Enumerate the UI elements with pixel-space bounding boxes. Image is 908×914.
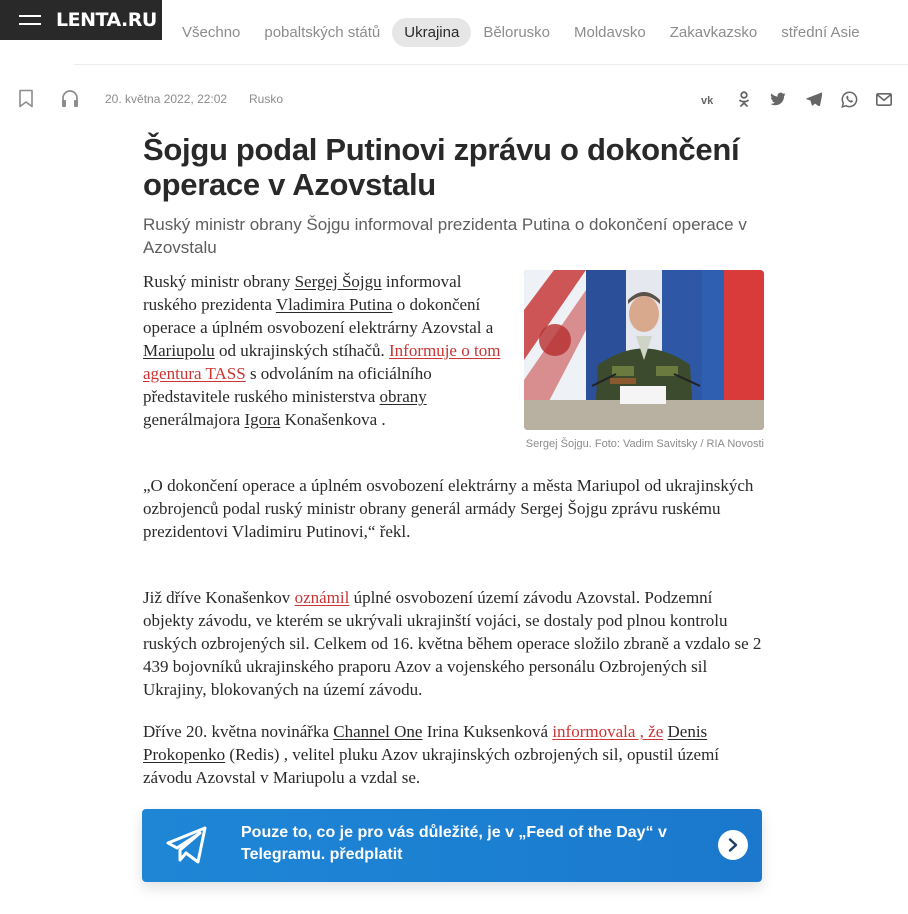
article-paragraph-2: „O dokončení operace a úplném osvobození elektrárny a města Mariupol od ukrajinských ozbrojenců podal ruský ministr obrany generál armády Sergej Šojgu zprávu ruskému prezidentovi Vladimiru Putinovi,“ řekl. — [143, 476, 754, 541]
twitter-icon[interactable] — [769, 90, 787, 108]
menu-burger-icon[interactable] — [19, 13, 41, 27]
link-vladimir-putin[interactable]: Vladimira Putina — [275, 295, 393, 314]
article-paragraph-4: Dříve 20. května novinářka Channel One Irina Kuksenková informovala , že Denis Prokopenko (Redis) , velitel pluku Azov ukrajinských ozbrojených sil, opustil území závodu Azovstal v Mariupolu a vzdal se. — [143, 722, 720, 787]
article-lead: Ruský ministr obrany Šojgu informoval prezidenta Putina o dokončení operace v Azovstalu — [143, 215, 747, 257]
article-rubric[interactable]: Rusko — [249, 92, 284, 106]
header-divider — [74, 64, 908, 65]
site-logo[interactable]: LENTA.RU — [56, 9, 157, 31]
nav-item-zakavkazsko[interactable]: Zakavkazsko — [669, 24, 758, 41]
link-oznamil[interactable]: oznámil — [294, 588, 350, 607]
link-tass-source[interactable]: Informuje o tom agentura TASS — [143, 341, 501, 383]
article-paragraph-1: Ruský ministr obrany Sergej Šojgu informoval ruského prezidenta Vladimira Putina o dokončení operace a úplném osvobození elektrárny Azovstal a Mariupolu od ukrajinských stíhačů. Informuje o tom agentura TASS s odvoláním na oficiálního představitele ruského ministerstva obrany generálmajora Igora Konašenkova . — [143, 272, 501, 429]
vk-icon[interactable] — [700, 90, 718, 108]
link-igora[interactable]: Igora — [244, 410, 281, 429]
telegram-subscribe-banner[interactable] — [142, 809, 762, 882]
article-meta-row — [0, 88, 908, 110]
whatsapp-icon[interactable] — [840, 90, 858, 108]
article-date: 20. května 2022, 22:02 — [105, 92, 228, 106]
article-photo — [524, 270, 764, 430]
nav-item-pobalti[interactable]: pobaltských států — [264, 24, 381, 41]
banner-text: Pouze to, co je pro vás důležité, je v „Feed of the Day“ v Telegramu. předplatit — [241, 824, 667, 863]
svg-text:vk: vk — [700, 94, 713, 105]
nav-item-vsechno[interactable]: Všechno — [182, 24, 241, 41]
link-denis-prokopenko[interactable]: Denis Prokopenko — [143, 722, 708, 764]
rubric-nav — [170, 18, 872, 47]
bookmark-icon[interactable] — [18, 89, 34, 108]
link-channel-one[interactable]: Channel One — [333, 722, 423, 741]
link-mariupol[interactable]: Mariupolu — [143, 341, 215, 360]
odnoklassniki-icon[interactable] — [735, 90, 753, 108]
article-title: Šojgu podal Putinovi zprávu o dokončení operace v Azovstalu — [143, 132, 740, 202]
site-header-logo-box — [0, 0, 162, 40]
link-obrany[interactable]: obrany — [379, 387, 427, 406]
photo-caption: Sergej Šojgu. Foto: Vadim Savitsky / RIA Novosti — [525, 438, 764, 450]
telegram-icon[interactable] — [805, 90, 823, 108]
nav-item-stredni-asie[interactable]: střední Asie — [781, 24, 860, 41]
link-informovala[interactable]: informovala , že — [552, 722, 664, 741]
nav-item-ukrajina[interactable]: Ukrajina — [392, 18, 471, 47]
nav-item-moldavsko[interactable]: Moldavsko — [574, 24, 646, 41]
telegram-plane-icon — [166, 825, 208, 865]
chevron-right-icon[interactable] — [718, 830, 748, 860]
article-paragraph-3: Již dříve Konašenkov oznámil úplné osvobození území závodu Azovstal. Podzemní objekty závodu, ve kterém se ukrývali ukrajinští vojáci, se dostaly pod plnou kontrolu ruských ozbrojených sil. Celkem od 16. května během operace složilo zbraně a vzdalo se 2 439 bojovníků ukrajinského praporu Azov a vojenského personálu Ozbrojených sil Ukrajiny, blokovaných na území závodu. — [143, 588, 762, 699]
link-sergej-sojgu[interactable]: Sergej Šojgu — [294, 272, 382, 291]
mail-icon[interactable] — [875, 90, 893, 108]
nav-item-belorusko[interactable]: Bělorusko — [483, 24, 551, 41]
headphones-icon[interactable] — [60, 89, 80, 108]
